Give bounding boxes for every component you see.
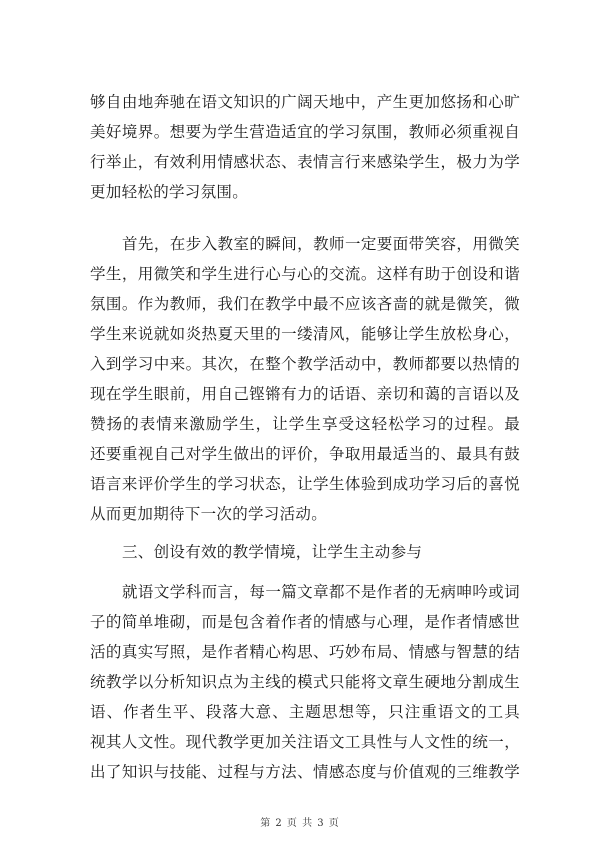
- body-text-line: 氛围。作为教师，我们在教学中最不应该吝啬的就是微笑，微: [90, 295, 520, 313]
- body-text-line: 行举止，有效利用情感状态、表情言行来感染学生，极力为学: [90, 153, 520, 171]
- body-text-line: 活的真实写照，是作者精心构思、巧妙布局、情感与智慧的结: [90, 643, 520, 661]
- body-text-line: 出了知识与技能、过程与方法、情感态度与价值观的三维教学: [90, 763, 520, 781]
- body-text-line: 赞扬的表情来激励学生，让学生享受这轻松学习的过程。最: [90, 415, 520, 433]
- body-text-line: 统教学以分析知识点为主线的模式只能将文章生硬地分割成生: [90, 673, 520, 691]
- body-text-line: 入到学习中来。其次，在整个教学活动中，教师都要以热情的: [90, 355, 520, 373]
- section-heading: 三、创设有效的教学情境，让学生主动参与: [122, 543, 423, 561]
- body-text-line: 现在学生眼前，用自己铿锵有力的话语、亲切和蔼的言语以及: [90, 385, 520, 403]
- body-text-line: 语、作者生平、段落大意、主题思想等，只注重语文的工具: [90, 703, 520, 721]
- body-text-line: 视其人文性。现代教学更加关注语文工具性与人文性的统一，: [90, 733, 520, 751]
- body-text-line: 学生，用微笑和学生进行心与心的交流。这样有助于创设和谐: [90, 265, 520, 283]
- body-text-line: 够自由地奔驰在语文知识的广阔天地中，产生更加悠扬和心旷: [90, 93, 520, 111]
- page-number-footer: 第 2 页 共 3 页: [260, 818, 340, 829]
- body-text-line: 语言来评价学生的学习状态，让学生体验到成功学习后的喜悦: [90, 475, 520, 493]
- body-text-line: 更加轻松的学习氛围。: [90, 183, 249, 201]
- body-text-line: 学生来说就如炎热夏天里的一缕清风，能够让学生放松身心，: [90, 325, 520, 343]
- body-text-line: 从而更加期待下一次的学习活动。: [90, 505, 328, 523]
- body-text-line: 就语文学科而言，每一篇文章都不是作者的无病呻吟或词: [122, 583, 520, 601]
- body-text-line: 子的简单堆砌，而是包含着作者的情感与心理，是作者情感世: [90, 613, 520, 631]
- body-text-line: 美好境界。想要为学生营造适宜的学习氛围，教师必须重视自: [90, 123, 520, 141]
- body-text-line: 首先，在步入教室的瞬间，教师一定要面带笑容，用微笑: [122, 235, 520, 253]
- body-text-line: 还要重视自己对学生做出的评价，争取用最适当的、最具有鼓: [90, 445, 520, 463]
